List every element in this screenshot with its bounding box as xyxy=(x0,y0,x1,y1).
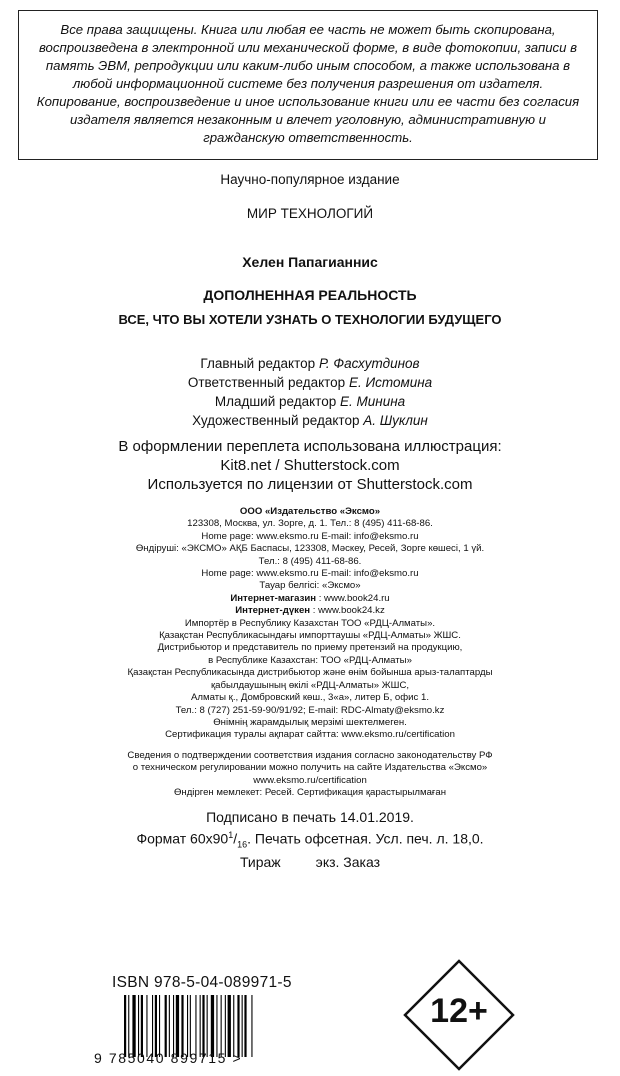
edition-type: Научно-популярное издание xyxy=(220,172,400,187)
editors-block xyxy=(0,354,620,430)
series-name: МИР ТЕХНОЛОГИЙ xyxy=(246,206,374,221)
age-rating-label: 12+ xyxy=(430,992,488,1030)
print-info: Подписано в печать 14.01.2019. Формат $60x90^1/_{16}$. Печать офсетная. Усл. печ. л. 18,0. Тираж экз. Заказ xyxy=(136,809,484,871)
author-name: Хелен Папагианнис xyxy=(242,254,378,270)
publisher-name: ООО «Издательство «Эксмо» xyxy=(239,506,381,517)
editor-line: Младший редактор Е. Минина xyxy=(214,394,406,409)
isbn-number: ISBN 978-5-04-089971-5 xyxy=(112,974,292,991)
book-subtitle: ВСЕ, ЧТО ВЫ ХОТЕЛИ УЗНАТЬ О ТЕХНОЛОГИИ БУДУЩЕГО xyxy=(118,312,502,327)
copyright-notice xyxy=(18,10,598,160)
editor-line: Ответственный редактор Е. Истомина xyxy=(187,375,433,390)
editor-line: Художественный редактор А. Шуклин xyxy=(192,413,428,428)
publisher-block: ООО «Издательство «Эксмо» 123308, Москва, ул. Зорге, д. 1. Тел.: 8 (495) 411-68-86. Home page: www.eksmo.ru E-mail: info@eksmo.ru Өндіруші: «ЭКСМО» АҚБ Баспасы, 123308, Мәскеу, Ресей, Зорге көшесі, 1 үй. Тел.: 8 (495) 411-68-86. Home page: www.eksmo.ru E-mail: info@eksmo.ru Тауар белгісі: «Эксмо» Интернет-магазин : www.book24.ru Интернет-дүкен : www.book24.kz Импортёр в Республику Казахстан ТОО «РДЦ-Алматы». Қазақстан Республикасындағы импорттаушы «РДЦ-Алматы» ЖШС. Дистрибьютор и представитель по приему претензий на продукцию, в Республике Казахстан: ТОО «РДЦ-Алматы» Қазақстан Республикасында дистрибьютор және өнім бойынша арыз-талаптарды қабылдаушының өкілі «РДЦ-Алматы» ЖШС, Алматы қ., Домбровский көш., 3«а», литер Б, офис 1. Тел.: 8 (727) 251-59-90/91/92; E-mail: RDC-Almaty@eksmo.kz Өнімнің жарамдылық мерзімі шектелмеген. Сертификация туралы ақпарат сайтта: www.eksmo.ru/certification xyxy=(0,506,620,742)
copyright-text: Все права защищены. Книга или любая ее часть не может быть скопирована, воспроизведена в электронной или механической форме, в виде фотокопии, записи в память ЭВМ, репродукции или каким-либо иным способом, а также использована в любой информационной системе без получения разрешения от издателя. Копирование, воспроизведение и иное использование книги или ее части без согласия издателя является незаконным и влечет уголовную, административную и гражданскую ответственность. xyxy=(36,22,580,145)
certification-block: Сведения о подтверждении соответствия издания согласно законодательству РФ о техническом регулировании можно получить на сайте Издательства «Эксмо» www.eksmo.ru/certification Өндірген мемлекет: Ресей. Сертификация қарастырылмаған xyxy=(127,750,493,799)
barcode-digits: 9 785040 899715 > xyxy=(94,1050,243,1066)
book-title: ДОПОЛНЕННАЯ РЕАЛЬНОСТЬ xyxy=(203,287,417,303)
barcode-image xyxy=(124,995,290,1057)
editor-line: Главный редактор Р. Фасхутдинов xyxy=(200,356,420,371)
illustration-credit: В оформлении переплета использована иллюстрация: Kit8.net / Shutterstock.com Используется по лицензии от Shutterstock.com xyxy=(118,438,502,493)
